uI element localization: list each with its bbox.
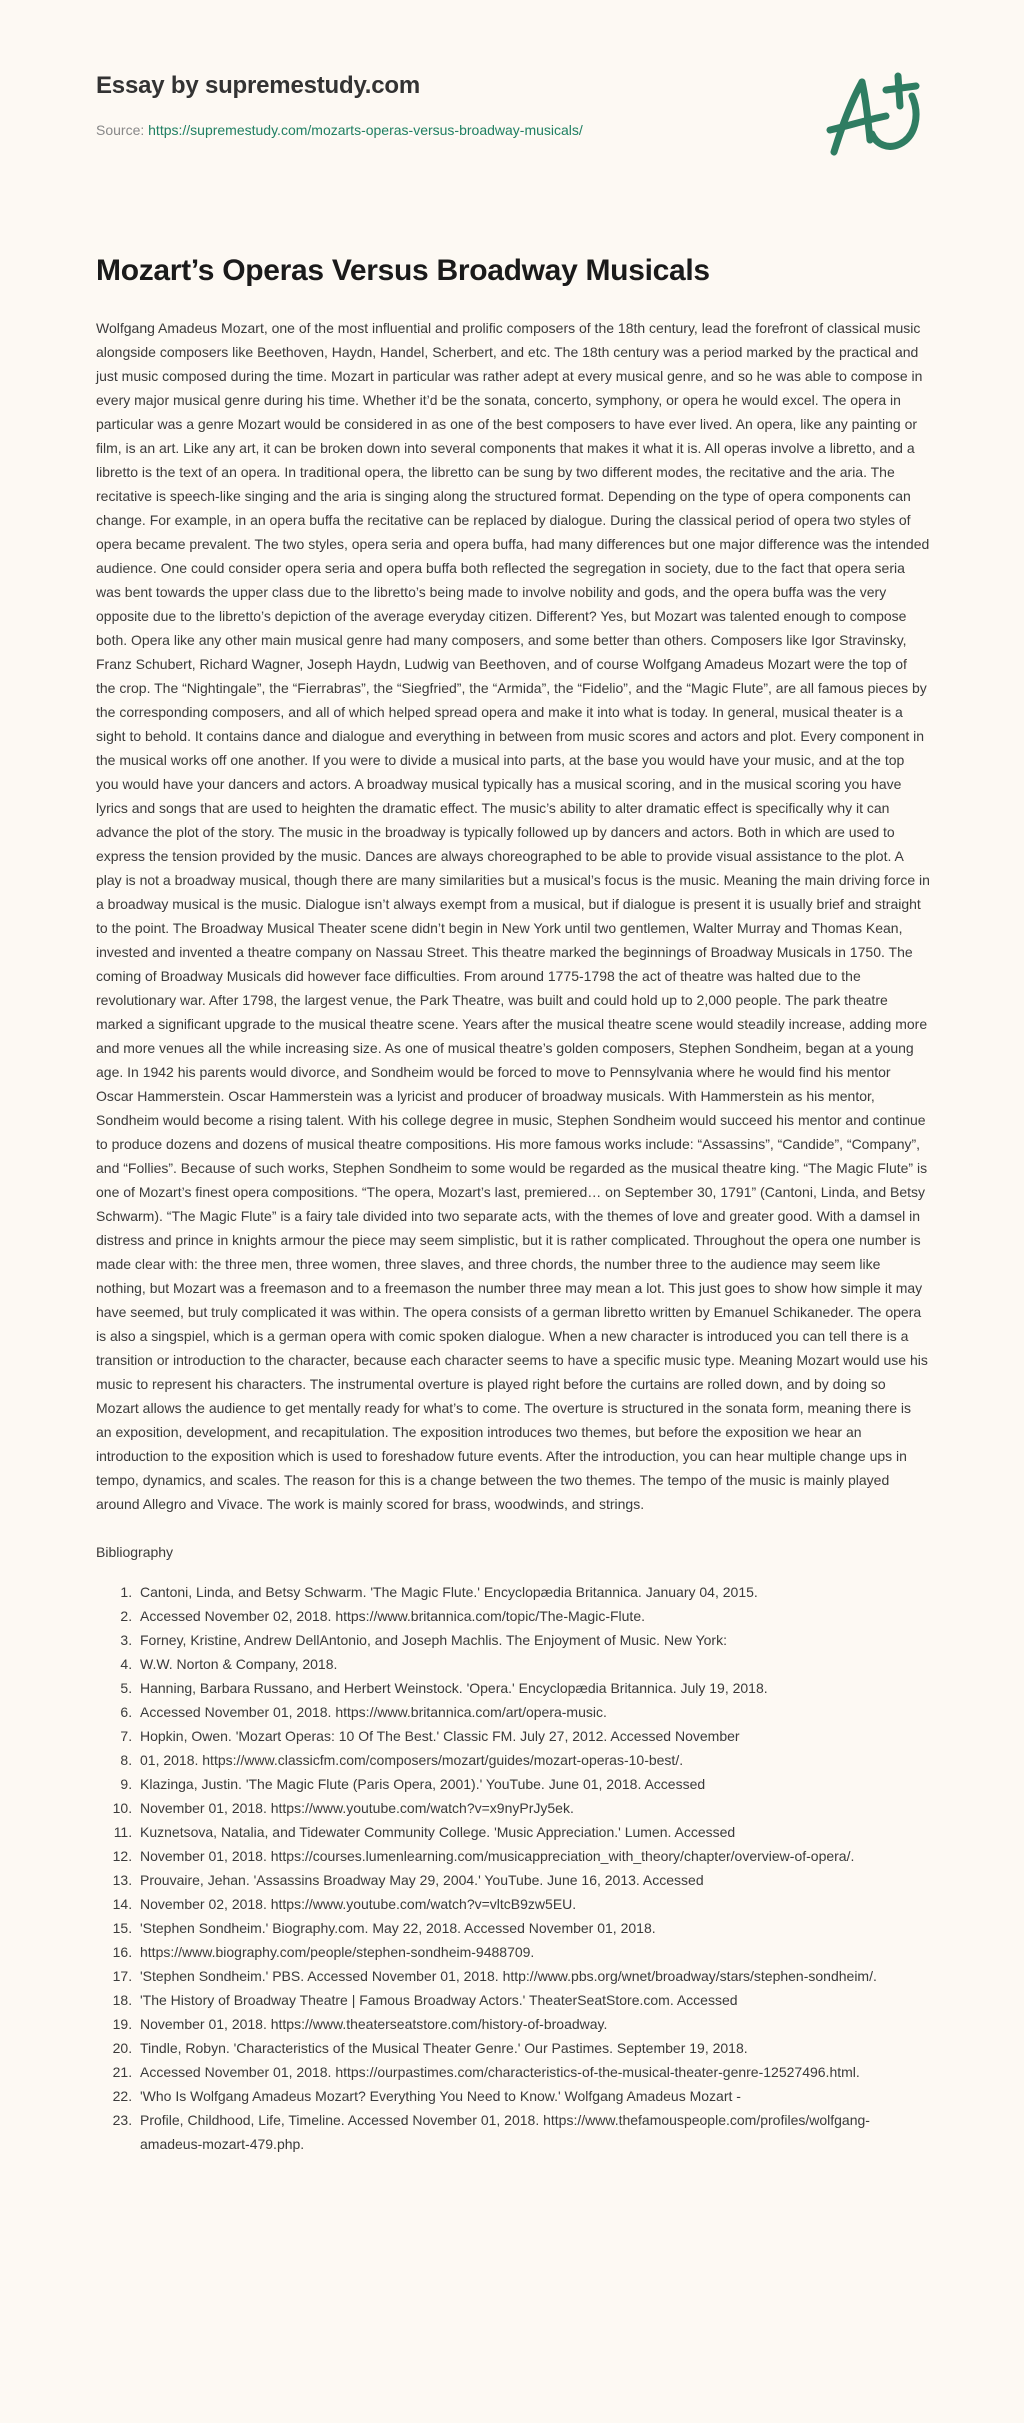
essay-content bbox=[96, 240, 930, 2156]
bibliography-item: 14. November 02, 2018. https://www.youtube.com/watch?v=vltcB9zw5EU. bbox=[136, 1892, 930, 1916]
bibliography-item: 12. November 01, 2018. https://courses.lumenlearning.com/musicappreciation_with_theory/chapter/overview-of-opera/. bbox=[136, 1844, 930, 1868]
bibliography-item: 1. Cantoni, Linda, and Betsy Schwarm. 'The Magic Flute.' Encyclopædia Britannica. January 04, 2015. bbox=[136, 1580, 930, 1604]
bibliography-item: 21. Accessed November 01, 2018. https://ourpastimes.com/characteristics-of-the-musical-theater-genre-12527496.html. bbox=[136, 2060, 930, 2084]
bibliography-item: 23. Profile, Childhood, Life, Timeline. Accessed November 01, 2018. https://www.thefamouspeople.com/profiles/wolfgang-amadeus-mozart-479.php. bbox=[136, 2108, 930, 2156]
bibliography-item: 22. 'Who Is Wolfgang Amadeus Mozart? Everything You Need to Know.' Wolfgang Amadeus Mozart - bbox=[136, 2084, 930, 2108]
bibliography-item: 20. Tindle, Robyn. 'Characteristics of the Musical Theater Genre.' Our Pastimes. September 19, 2018. bbox=[136, 2036, 930, 2060]
page-header bbox=[96, 0, 930, 240]
bibliography-item: 3. Forney, Kristine, Andrew DellAntonio, and Joseph Machlis. The Enjoyment of Music. New York: bbox=[136, 1628, 930, 1652]
bibliography-item: 17. 'Stephen Sondheim.' PBS. Accessed November 01, 2018. http://www.pbs.org/wnet/broadway/stars/stephen-sondheim/. bbox=[136, 1964, 930, 1988]
bibliography-list bbox=[96, 1580, 930, 2156]
bibliography-item: 19. November 01, 2018. https://www.theaterseatstore.com/history-of-broadway. bbox=[136, 2012, 930, 2036]
essay-title: Mozart’s Operas Versus Broadway Musicals bbox=[96, 254, 710, 287]
bibliography-item: 15. 'Stephen Sondheim.' Biography.com. May 22, 2018. Accessed November 01, 2018. bbox=[136, 1916, 930, 1940]
bibliography-item: 18. 'The History of Broadway Theatre | Famous Broadway Actors.' TheaterSeatStore.com. Accessed bbox=[136, 1988, 930, 2012]
bibliography-item: 9. Klazinga, Justin. 'The Magic Flute (Paris Opera, 2001).' YouTube. June 01, 2018. Accessed bbox=[136, 1772, 930, 1796]
bibliography-heading: Bibliography bbox=[96, 1544, 174, 1560]
bibliography-item: 7. Hopkin, Owen. 'Mozart Operas: 10 Of The Best.' Classic FM. July 27, 2012. Accessed November bbox=[136, 1724, 930, 1748]
source-label: Source: bbox=[96, 122, 149, 138]
site-title: Essay by supremestudy.com bbox=[96, 72, 421, 99]
bibliography-item: 4. W.W. Norton & Company, 2018. bbox=[136, 1652, 930, 1676]
a-plus-logo-icon bbox=[820, 64, 920, 164]
essay-body-paragraph: Wolfgang Amadeus Mozart, one of the most influential and prolific composers of the 18th century, lead the forefront of classical music alongside composers like Beethoven, Haydn, Handel, Scherbert, and etc. The 18th century was a period marked by the practical and just music composed during the time. Mozart in particular was rather adept at every musical genre, and so he was able to compose in every major musical genre during his time. Whether it’d be the sonata, concerto, symphony, or opera he would excel. The opera in particular was a genre Mozart would be considered in as one of the best composers to have ever lived. An opera, like any painting or film, is an art. Like any art, it can be broken down into several components that makes it what it is. All operas involve a libretto, and a libretto is the text of an opera. In traditional opera, the libretto can be sung by two different modes, the recitative and the aria. The recitative is speech-like singing and the aria is singing along the structured format. Depending on the type of opera components can change. For example, in an opera buffa the recitative can be replaced by dialogue. During the classical period of opera two styles of opera became prevalent. The two styles, opera seria and opera buffa, had many differences but one major difference was the intended audience. One could consider opera seria and opera buffa both reflected the segregation in society, due to the fact that opera seria was bent towards the upper class due to the libretto’s being made to involve nobility and gods, and the opera buffa was the very opposite due to the libretto’s depiction of the average everyday citizen. Different? Yes, but Mozart was talented enough to compose both. Opera like any other main musical genre had many composers, and some better than others. Composers like Igor Stravinsky, Franz Schubert, Richard Wagner, Joseph Haydn, Ludwig van Beethoven, and of course Wolfgang Amadeus Mozart were the top of the crop. The “Nightingale”, the “Fierrabras”, the “Siegfried”, the “Armida”, the “Fidelio”, and the “Magic Flute”, are all famous pieces by the corresponding composers, and all of which helped spread opera and make it into what is today. In general, musical theater is a sight to behold. It contains dance and dialogue and everything in between from music scores and actors and plot. Every component in the musical works off one another. If you were to divide a musical into parts, at the base you would have your music, and at the top you would have your dancers and actors. A broadway musical typically has a musical scoring, and in the musical scoring you have lyrics and songs that are used to heighten the dramatic effect. The music’s ability to alter dramatic effect is specifically why it can advance the plot of the story. The music in the broadway is typically followed up by dancers and actors. Both in which are used to express the tension provided by the music. Dances are always choreographed to be able to provide visual assistance to the plot. A play is not a broadway musical, though there are many similarities but a musical’s focus is the music. Meaning the main driving force in a broadway musical is the music. Dialogue isn’t always exempt from a musical, but if dialogue is present it is usually brief and straight to the point. The Broadway Musical Theater scene didn’t begin in New York until two gentlemen, Walter Murray and Thomas Kean, invested and invented a theatre company on Nassau Street. This theatre marked the beginnings of Broadway Musicals in 1750. The coming of Broadway Musicals did however face difficulties. From around 1775-1798 the act of theatre was halted due to the revolutionary war. After 1798, the largest venue, the Park Theatre, was built and could hold up to 2,000 people. The park theatre marked a significant upgrade to the musical theatre scene. Years after the musical theatre scene would steadily increase, adding more and more venues all the while increasing size. As one of musical theatre’s golden composers, Stephen Sondheim, began at a young age. In 1942 his parents would divorce, and Sondheim would be forced to move to Pennsylvania where he would find his mentor Oscar Hammerstein. Oscar Hammerstein was a lyricist and producer of broadway musicals. With Hammerstein as his mentor, Sondheim would become a rising talent. With his college degree in music, Stephen Sondheim would succeed his mentor and continue to produce dozens and dozens of musical theatre compositions. His more famous works include: “Assassins”, “Candide”, “Company”, and “Follies”. Because of such works, Stephen Sondheim to some would be regarded as the musical theatre king. “The Magic Flute” is one of Mozart’s finest opera compositions. “The opera, Mozart’s last, premiered… on September 30, 1791” (Cantoni, Linda, and Betsy Schwarm). “The Magic Flute” is a fairy tale divided into two separate acts, with the themes of love and greater good. With a damsel in distress and prince in knights armour the piece may seem simplistic, but it is rather complicated. Throughout the opera one number is made clear with: the three men, three women, three slaves, and three chords, the number three to the audience may seem like nothing, but Mozart was a freemason and to a freemason the number three may mean a lot. This just goes to show how simple it may have seemed, but truly complicated it was within. The opera consists of a german libretto written by Emanuel Schikaneder. The opera is also a singspiel, which is a german opera with comic spoken dialogue. When a new character is introduced you can tell there is a transition or introduction to the character, because each character seems to have a specific music type. Meaning Mozart would use his music to represent his characters. The instrumental overture is played right before the curtains are rolled down, and by doing so Mozart allows the audience to get mentally ready for what’s to come. The overture is structured in the sonata form, meaning there is an exposition, development, and recapitulation. The exposition introduces two themes, but before the exposition we hear an introduction to the exposition which is used to foreshadow future events. After the introduction, you can hear multiple change ups in tempo, dynamics, and scales. The reason for this is a change between the two themes. The tempo of the music is mainly played around Allegro and Vivace. The work is mainly scored for brass, woodwinds, and strings. bbox=[96, 320, 930, 1512]
bibliography-item: 2. Accessed November 02, 2018. https://www.britannica.com/topic/The-Magic-Flute. bbox=[136, 1604, 930, 1628]
bibliography-item: 10. November 01, 2018. https://www.youtube.com/watch?v=x9nyPrJy5ek. bbox=[136, 1796, 930, 1820]
bibliography-item: 16. https://www.biography.com/people/stephen-sondheim-9488709. bbox=[136, 1940, 930, 1964]
bibliography-item: 13. Prouvaire, Jehan. 'Assassins Broadway May 29, 2004.' YouTube. June 16, 2013. Accessed bbox=[136, 1868, 930, 1892]
bibliography-item: 11. Kuznetsova, Natalia, and Tidewater Community College. 'Music Appreciation.' Lumen. Accessed bbox=[136, 1820, 930, 1844]
bibliography-item: 5. Hanning, Barbara Russano, and Herbert Weinstock. 'Opera.' Encyclopædia Britannica. July 19, 2018. bbox=[136, 1676, 930, 1700]
bibliography-item: 6. Accessed November 01, 2018. https://www.britannica.com/art/opera-music. bbox=[136, 1700, 930, 1724]
source-line bbox=[96, 122, 583, 138]
source-link[interactable]: https://supremestudy.com/mozarts-operas-versus-broadway-musicals/ bbox=[148, 122, 583, 138]
bibliography-item: 8. 01, 2018. https://www.classicfm.com/composers/mozart/guides/mozart-operas-10-best/. bbox=[136, 1748, 930, 1772]
